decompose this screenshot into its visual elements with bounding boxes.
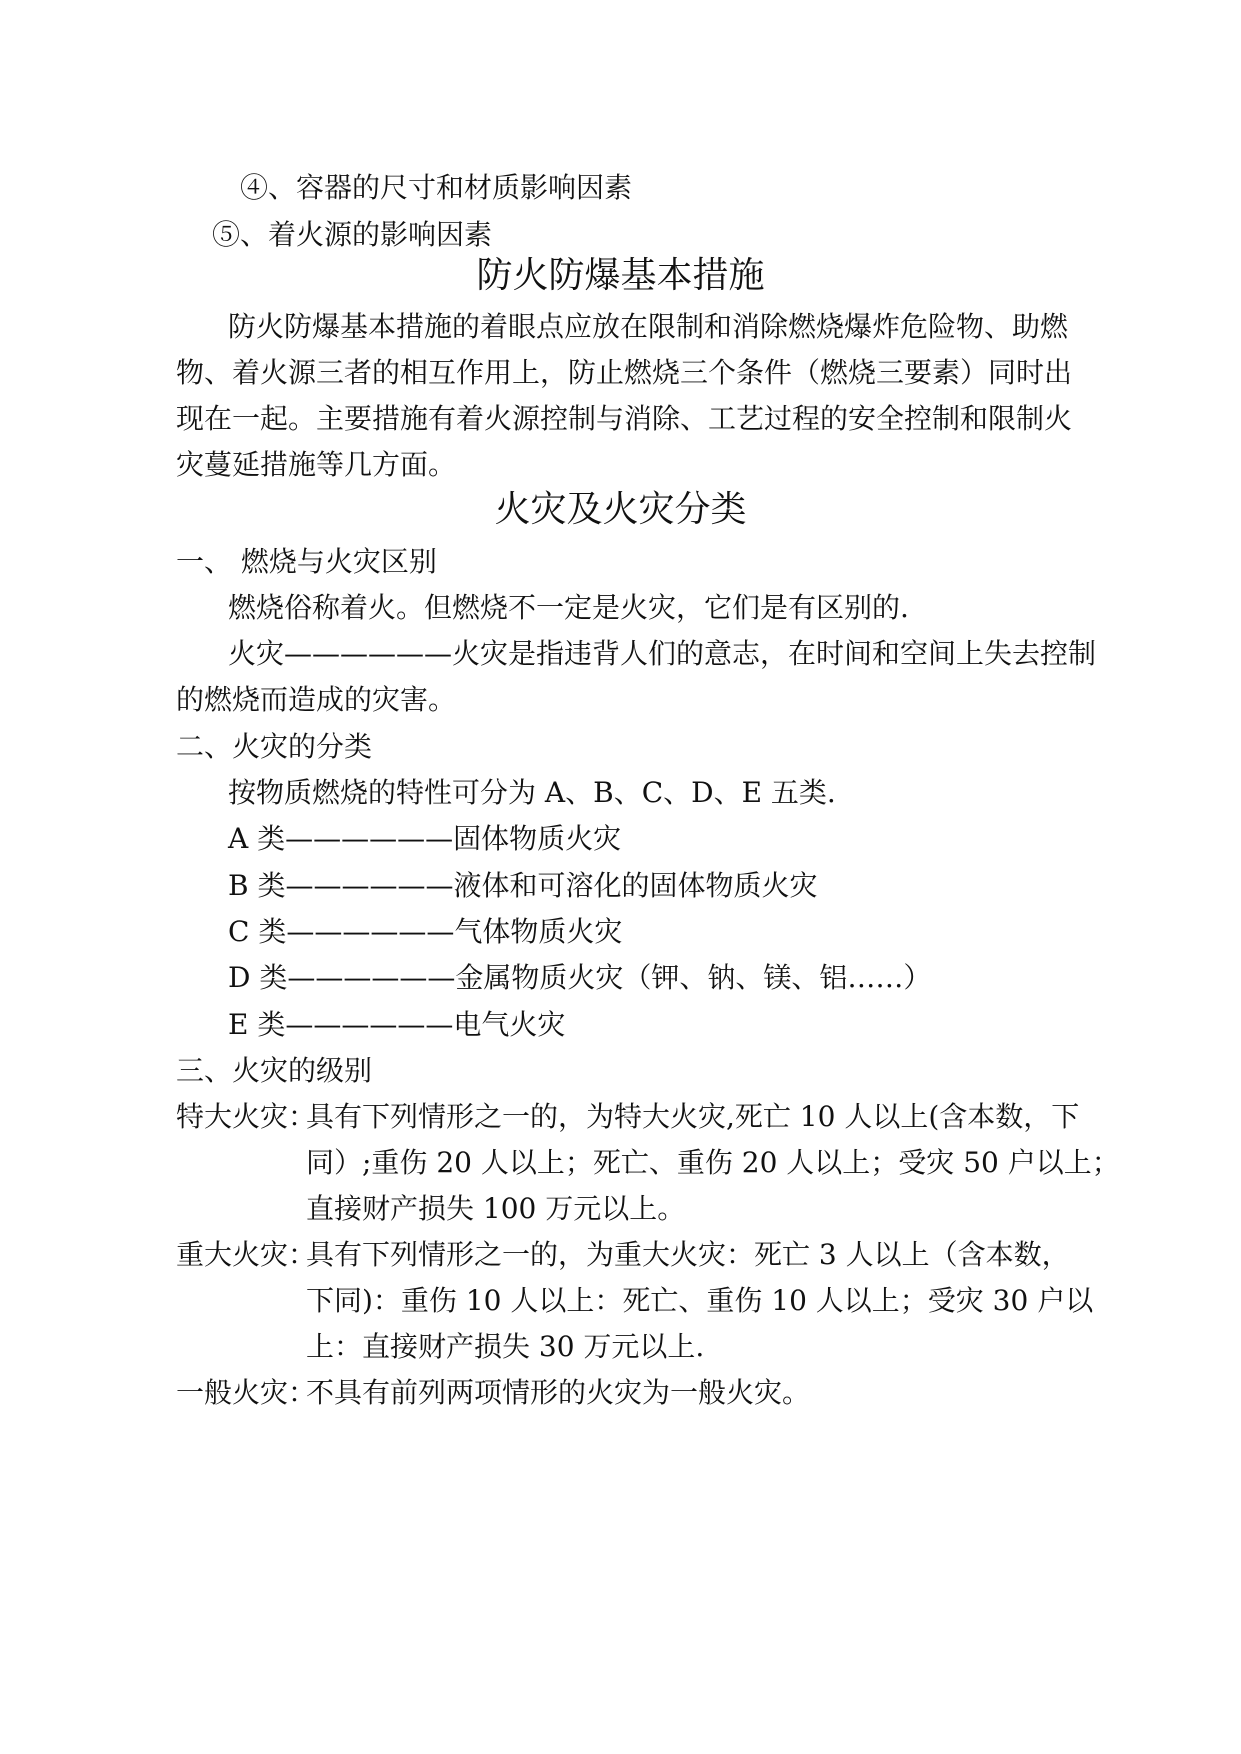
subheading-combustion-vs-fire: 一、 燃烧与火灾区别	[176, 545, 437, 578]
fire-level-text: 同）;重伤 20 人以上；死亡、重伤 20 人以上；受灾 50 户以上；	[306, 1146, 1120, 1179]
fire-level-label: 一般火灾：	[176, 1376, 317, 1409]
paragraph-line: 现在一起。主要措施有着火源控制与消除、工艺过程的安全控制和限制火	[176, 402, 1073, 435]
fire-level-text: 具有下列情形之一的，为特大火灾,死亡 10 人以上(含本数，下	[306, 1100, 1080, 1133]
classes-intro: 按物质燃烧的特性可分为 A、B、C、D、E 五类.	[228, 776, 836, 809]
fire-definition-line: 火灾——————火灾是指违背人们的意志，在时间和空间上失去控制	[228, 637, 1097, 670]
fire-class-item: A 类——————固体物质火灾	[228, 822, 622, 855]
fire-level-label: 重大火灾：	[176, 1238, 317, 1271]
section-title-fire-classification: 火灾及火灾分类	[494, 489, 747, 530]
factor-item-5: ⑤、着火源的影响因素	[212, 218, 493, 251]
factor-item-4: ④、容器的尺寸和材质影响因素	[240, 171, 633, 204]
fire-class-item: E 类——————电气火灾	[228, 1008, 566, 1041]
subheading-fire-classes: 二、火灾的分类	[176, 730, 373, 763]
fire-level-text: 具有下列情形之一的，为重大火灾：死亡 3 人以上（含本数，	[306, 1238, 1070, 1271]
subheading-fire-levels: 三、火灾的级别	[176, 1054, 373, 1087]
fire-class-item: B 类——————液体和可溶化的固体物质火灾	[228, 869, 818, 902]
section-title-fire-prevention: 防火防爆基本措施	[476, 255, 765, 296]
fire-class-item: C 类——————气体物质火灾	[228, 915, 623, 948]
fire-level-label: 特大火灾：	[176, 1100, 317, 1133]
fire-definition-line: 的燃烧而造成的灾害。	[176, 683, 457, 716]
fire-level-text: 直接财产损失 100 万元以上。	[306, 1192, 686, 1225]
paragraph-line: 防火防爆基本措施的着眼点应放在限制和消除燃烧爆炸危险物、助燃	[228, 310, 1069, 343]
paragraph-line: 物、着火源三者的相互作用上，防止燃烧三个条件（燃烧三要素）同时出	[176, 356, 1073, 389]
fire-level-text: 上：直接财产损失 30 万元以上.	[306, 1330, 705, 1363]
fire-level-text: 下同)：重伤 10 人以上：死亡、重伤 10 人以上；受灾 30 户以	[306, 1284, 1094, 1317]
paragraph-line: 灾蔓延措施等几方面。	[176, 448, 457, 481]
fire-level-text: 不具有前列两项情形的火灾为一般火灾。	[306, 1376, 811, 1409]
paragraph-line: 燃烧俗称着火。但燃烧不一定是火灾，它们是有区别的.	[228, 591, 909, 624]
fire-class-item: D 类——————金属物质火灾（钾、钠、镁、铝……）	[228, 961, 932, 994]
